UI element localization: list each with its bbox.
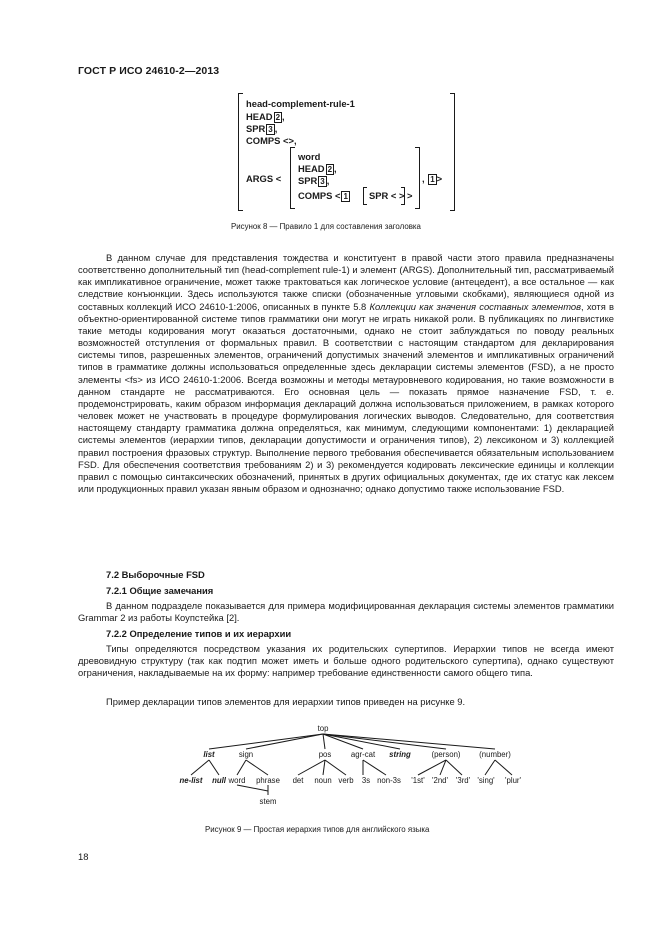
inner-left-bracket — [290, 147, 295, 209]
figure-9-type-hierarchy — [160, 722, 530, 812]
tree-node-stem: stem — [259, 797, 277, 806]
section-7-2-heading: 7.2 Выборочные FSD — [106, 569, 205, 580]
figure-9-caption: Рисунок 9 — Простая иерархия типов для английского языка — [205, 825, 430, 834]
outer-left-bracket — [238, 93, 243, 211]
para1-prefix: В данном случае для представления тождества и конституент в правой части этого правила предназначены соответственно дополнительный тип (head-complement rule-1) и элемент (ARGS). Дополнительный тип, рассматриваемый как импликативное ограничение, может также трактоваться как логическое условие (антецедент), а все остальное — как следствие конъюнкции. Здесь используются также списки (обозначенные угловыми скобками), являющиеся одной из составных коллекций ИСО 24610-1:2006, описанных в пункте 5.8 — [78, 252, 614, 312]
inner-comps: COMPS < 1 — [298, 190, 348, 201]
para1-italic: Коллекции как значения составных элементов — [369, 300, 582, 312]
tree-node-agr-cat: agr-cat — [350, 750, 376, 759]
avm-comps: COMPS <>, — [246, 135, 297, 146]
tree-node-person: (person) — [431, 750, 461, 759]
para3: Типы определяются посредством указания их родительских супертипов. Иерархии типов не всегда имеют древовидную структуру (так как подтип может иметь и больше одного родительского супертипа), однако существуют ограничения, накладываемые на их форму: например требование единственности самого общего типа. — [78, 643, 614, 679]
inner-comps-close: > — [407, 190, 413, 201]
para4: Пример декларации типов элементов для иерархии типов приведен на рисунке 9. — [106, 696, 466, 707]
avm-args: ARGS < — [246, 173, 282, 184]
tree-node-null: null — [212, 776, 226, 785]
tree-edges — [160, 722, 530, 812]
avm-type: head-complement-rule-1 — [246, 98, 355, 109]
tree-node-ne-list: ne-list — [179, 776, 203, 785]
tree-node-pos: pos — [318, 750, 332, 759]
outer-right-bracket — [450, 93, 455, 211]
args-tail: , 1 > — [422, 173, 443, 184]
tree-node-non-3s: non-3s — [377, 776, 401, 785]
tree-node-2nd: '2nd' — [432, 776, 448, 785]
tree-node-1st: '1st' — [411, 776, 425, 785]
para2: В данном подразделе показывается для примера модифицированная декларация системы элементов грамматики Grammar 2 из работы Коупстейка [2]. — [78, 600, 614, 624]
tree-node-verb: verb — [338, 776, 354, 785]
figure-8-avm — [238, 93, 463, 210]
tree-node-det: det — [292, 776, 304, 785]
page-number: 18 — [78, 851, 89, 862]
tree-node-sign: sign — [238, 750, 254, 759]
tree-node-plur: 'plur' — [505, 776, 521, 785]
tree-node-word: word — [228, 776, 246, 785]
inner-type: word — [298, 151, 321, 162]
document-header: ГОСТ Р ИСО 24610-2—2013 — [78, 65, 220, 77]
avm-spr: SPR 3 , — [246, 123, 278, 134]
tree-node-3rd: '3rd' — [455, 776, 471, 785]
tree-node-string: string — [389, 750, 411, 759]
tree-node-3s: 3s — [361, 776, 371, 785]
tree-node-noun: noun — [314, 776, 332, 785]
inner-spr-empty: SPR < > — [369, 190, 405, 201]
inner-spr: SPR 3 , — [298, 175, 330, 186]
tree-node-top: top — [317, 724, 329, 733]
section-7-2-2-heading: 7.2.2 Определение типов и их иерархии — [106, 628, 292, 639]
spr-left-bracket — [363, 187, 367, 205]
inner-head: HEAD 2 , — [298, 163, 337, 174]
figure-8-caption: Рисунок 8 — Правило 1 для составления заголовка — [231, 222, 421, 231]
inner-right-bracket — [415, 147, 420, 209]
spr-right-bracket — [401, 187, 405, 205]
para1-suffix: , хотя в объектно-ориентированной системе типов грамматики они могут не играть никакой роли. В публикациях по лингвистике такие методы кодирования могут оказаться достаточными, однако не стоит заблуждаться по поводу реальных возможностей отступления от формальных правил. В соответствии с настоящим стандартом для декларирования системы типов, разрешенных элементов, ограничений допустимых значений элементов и импликативных ограничений типов в грамматике должны использоваться определенные здесь декларации системы элементов (FSD), а не просто элементы <fs> из ИСО 24610-1:2006. Всегда возможны и методы метауровневого кодирования, но такие возможности в данном стандарте не рассматриваются. Его основная цель — показать прямое назначение FSD, т. е. продемонстрировать, каким образом информация деклараций должна использоваться приложением, в рамках которого человек может не участвовать в процедуре формулирования логических выводов. Следовательно, для соответствия настоящему стандарту грамматика должна определяться, как минимум, следующими компонентами: 1) декларацией системы элементов (иерархии типов, декларации допустимости и ограничения типов), 2) лексиконом и 3) коллекцией правил построения фразовых структур. Выполнение первого требования обеспечивается обязательным использованием FSD. Для обеспечения соответствия требованиям 2) и 3) рекомендуется кодировать лексические единицы и коллекции правил с помощью синтаксических обозначений, принятых в других официальных документах, где их статус как лексем или продукционных правил указан явным образом и однозначно; однако допустимо также использование FSD. — [78, 300, 614, 494]
tree-node-phrase: phrase — [256, 776, 280, 785]
tree-node-list: list — [203, 750, 215, 759]
tree-node-number: (number) — [479, 750, 511, 759]
main-paragraph — [78, 252, 614, 495]
avm-head: HEAD 2 , — [246, 111, 285, 122]
section-7-2-1-heading: 7.2.1 Общие замечания — [106, 585, 214, 596]
tree-node-sing: 'sing' — [477, 776, 495, 785]
